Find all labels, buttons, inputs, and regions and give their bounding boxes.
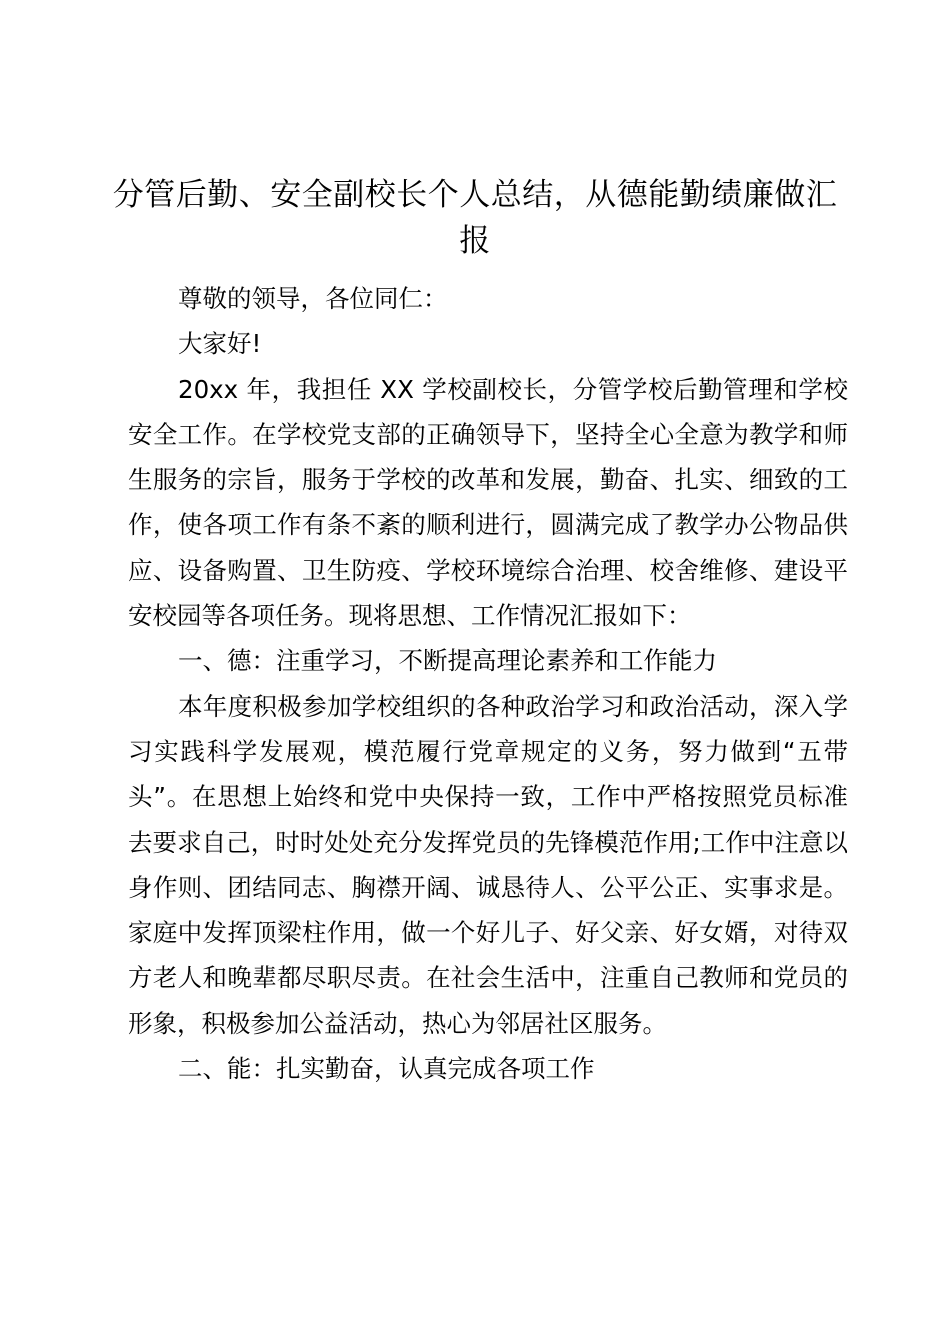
section-heading-de: 一、德：注重学习，不断提高理论素养和工作能力 [178,646,717,676]
section-heading-neng: 二、能：扎实勤奋，认真完成各项工作 [178,1054,595,1084]
greeting: 大家好! [178,329,262,359]
document-title: 分管后勤、安全副校长个人总结，从德能勤绩廉做汇报 [112,177,838,259]
paragraph-de: 本年度积极参加学校组织的各种政治学习和政治活动，深入学习实践科学发展观，模范履行党章规定的义务，努力做到“五带头”。在思想上始终和党中央保持一致，工作中严格按照党员标准去要求自己，时时处处充分发挥党员的先锋模范作用;工作中注意以身作则、团结同志、胸襟开阔、诚恳待人、公平公正、实事求是。家庭中发挥顶梁柱作用，做一个好儿子、好父亲、好女婿，对待双方老人和晚辈都尽职尽责。在社会生活中，注重自己教师和党员的形象，积极参加公益活动，热心为邻居社区服务。 [128,691,848,1038]
document-body [128,276,848,1091]
paragraph-intro: 20xx 年，我担任 XX 学校副校长，分管学校后勤管理和学校安全工作。在学校党支部的正确领导下，坚持全心全意为教学和师生服务的宗旨，服务于学校的改革和发展，勤奋、扎实、细致的工作，使各项工作有条不紊的顺利进行，圆满完成了教学办公物品供应、设备购置、卫生防疫、学校环境综合治理、校舍维修、建设平安校园等各项任务。现将思想、工作情况汇报如下： [128,374,848,631]
salutation: 尊敬的领导，各位同仁： [178,284,448,313]
